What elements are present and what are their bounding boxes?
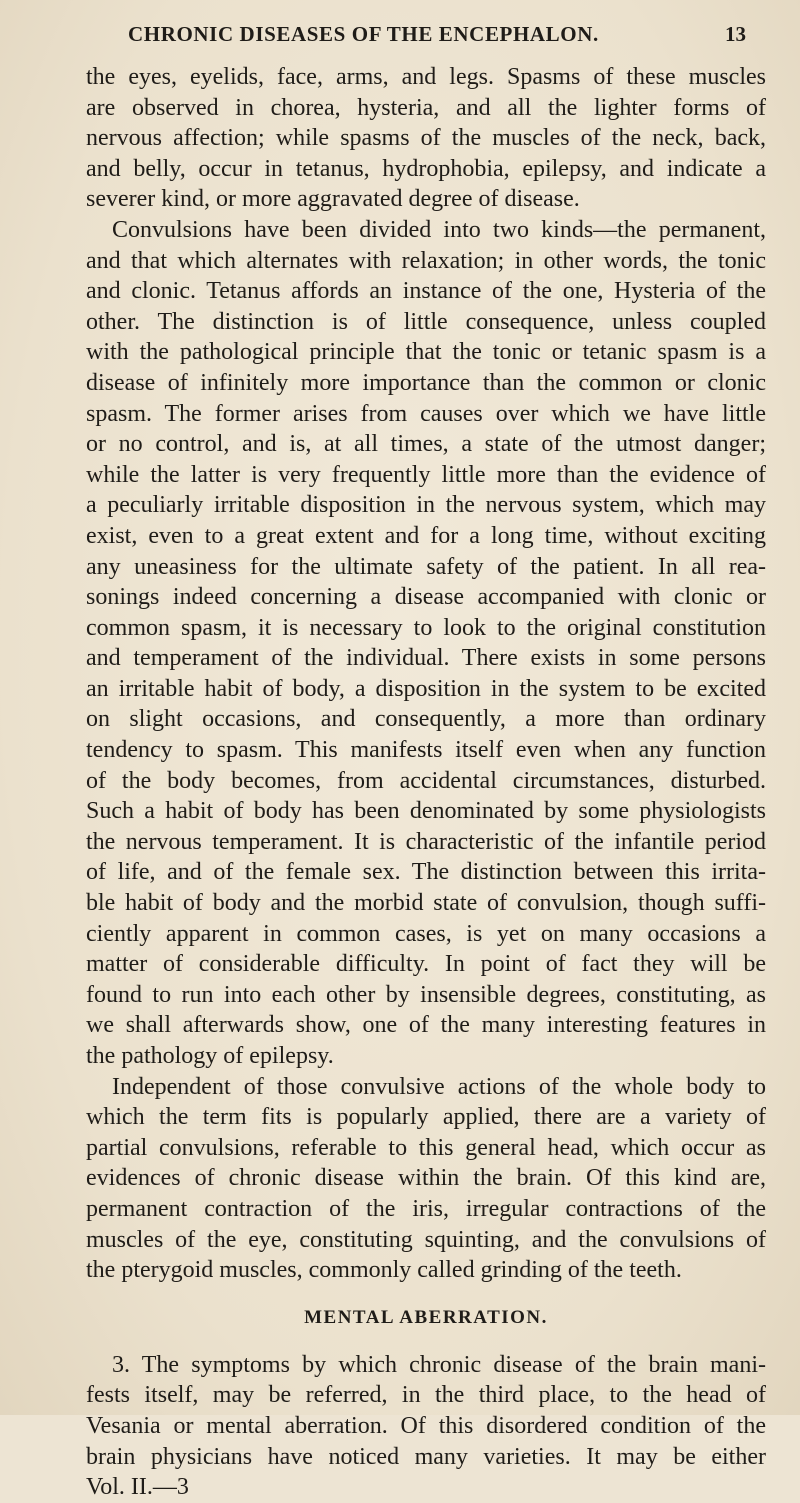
text-line: Independent of those convulsive actions of the whole body to: [112, 1073, 766, 1100]
text-line: brain physicians have noticed many varieties. It may be either: [86, 1443, 766, 1470]
text-line: while the latter is very frequently little more than the evidence of: [86, 461, 766, 488]
text-line: found to run into each other by insensible degrees, constituting, as: [86, 981, 766, 1008]
text-line: the nervous temperament. It is characteristic of the infantile period: [86, 828, 766, 855]
text-line: other. The distinction is of little consequence, unless coupled: [86, 308, 766, 335]
text-line: and clonic. Tetanus affords an instance of the one, Hysteria of the: [86, 278, 766, 305]
text-line: of the body becomes, from accidental circumstances, disturbed.: [86, 767, 766, 794]
page-header: [128, 22, 746, 52]
text-line: exist, even to a great extent and for a long time, without exciting: [86, 522, 766, 549]
text-line: we shall afterwards show, one of the many interesting features in: [86, 1012, 766, 1039]
signature-mark: Vol. II.—3: [86, 1474, 189, 1501]
text-line: any uneasiness for the ultimate safety of the patient. In all rea-: [86, 553, 766, 580]
text-line: evidences of chronic disease within the brain. Of this kind are,: [86, 1165, 766, 1192]
text-line: and temperament of the individual. There exists in some persons: [86, 645, 766, 672]
paragraph: [86, 215, 766, 1072]
text-line: and belly, occur in tetanus, hydrophobia, epilepsy, and indicate a: [86, 155, 766, 182]
text-line: on slight occasions, and consequently, a more than ordinary: [86, 706, 766, 733]
text-line: Vesania or mental aberration. Of this disordered condition of the: [86, 1412, 766, 1439]
text-line: with the pathological principle that the tonic or tetanic spasm is a: [86, 339, 766, 366]
text-line: matter of considerable difficulty. In point of fact they will be: [86, 951, 766, 978]
body-text: [86, 62, 766, 1503]
text-line: fests itself, may be referred, in the third place, to the head of: [86, 1382, 766, 1409]
text-line: muscles of the eye, constituting squinting, and the convulsions of: [86, 1226, 766, 1253]
text-line: permanent contraction of the iris, irregular contractions of the: [86, 1195, 766, 1222]
page-number: 13: [725, 22, 746, 46]
text-line: an irritable habit of body, a disposition in the system to be excited: [86, 675, 766, 702]
paragraph: [86, 62, 766, 215]
text-line: 3. The symptoms by which chronic disease of the brain mani-: [112, 1351, 766, 1378]
section-heading: MENTAL ABERRATION.: [304, 1306, 548, 1328]
text-line: or no control, and is, at all times, a state of the utmost danger;: [86, 431, 766, 458]
text-line: severer kind, or more aggravated degree of disease.: [86, 186, 580, 213]
text-line: Convulsions have been divided into two kinds—the permanent,: [112, 216, 766, 243]
text-line: the eyes, eyelids, face, arms, and legs. Spasms of these muscles: [86, 64, 766, 90]
text-line: disease of infinitely more importance than the common or clonic: [86, 369, 766, 396]
paragraph: [86, 1072, 766, 1286]
text-line: spasm. The former arises from causes over which we have little: [86, 400, 766, 427]
text-line: ciently apparent in common cases, is yet on many occasions a: [86, 920, 766, 947]
text-line: tendency to spasm. This manifests itself even when any function: [86, 737, 766, 764]
text-line: the pathology of epilepsy.: [86, 1043, 334, 1069]
text-line: and that which alternates with relaxation; in other words, the tonic: [86, 247, 766, 274]
text-line: common spasm, it is necessary to look to the original constitution: [86, 614, 766, 641]
text-line: of life, and of the female sex. The distinction between this irrita-: [86, 859, 766, 886]
running-head: CHRONIC DISEASES OF THE ENCEPHALON.: [128, 22, 599, 46]
text-line: ble habit of body and the morbid state of convulsion, though suffi-: [86, 890, 766, 917]
text-line: are observed in chorea, hysteria, and all the lighter forms of: [86, 94, 766, 121]
text-line: partial convulsions, referable to this general head, which occur as: [86, 1134, 766, 1161]
paragraph: [86, 1350, 766, 1472]
text-line: sonings indeed concerning a disease accompanied with clonic or: [86, 584, 766, 611]
text-line: a peculiarly irritable disposition in the nervous system, which may: [86, 492, 766, 519]
text-line: which the term fits is popularly applied, there are a variety of: [86, 1104, 766, 1131]
text-line: Such a habit of body has been denominated by some physiologists: [86, 798, 766, 825]
text-line: the pterygoid muscles, commonly called grinding of the teeth.: [86, 1257, 682, 1284]
text-line: nervous affection; while spasms of the muscles of the neck, back,: [86, 125, 766, 152]
